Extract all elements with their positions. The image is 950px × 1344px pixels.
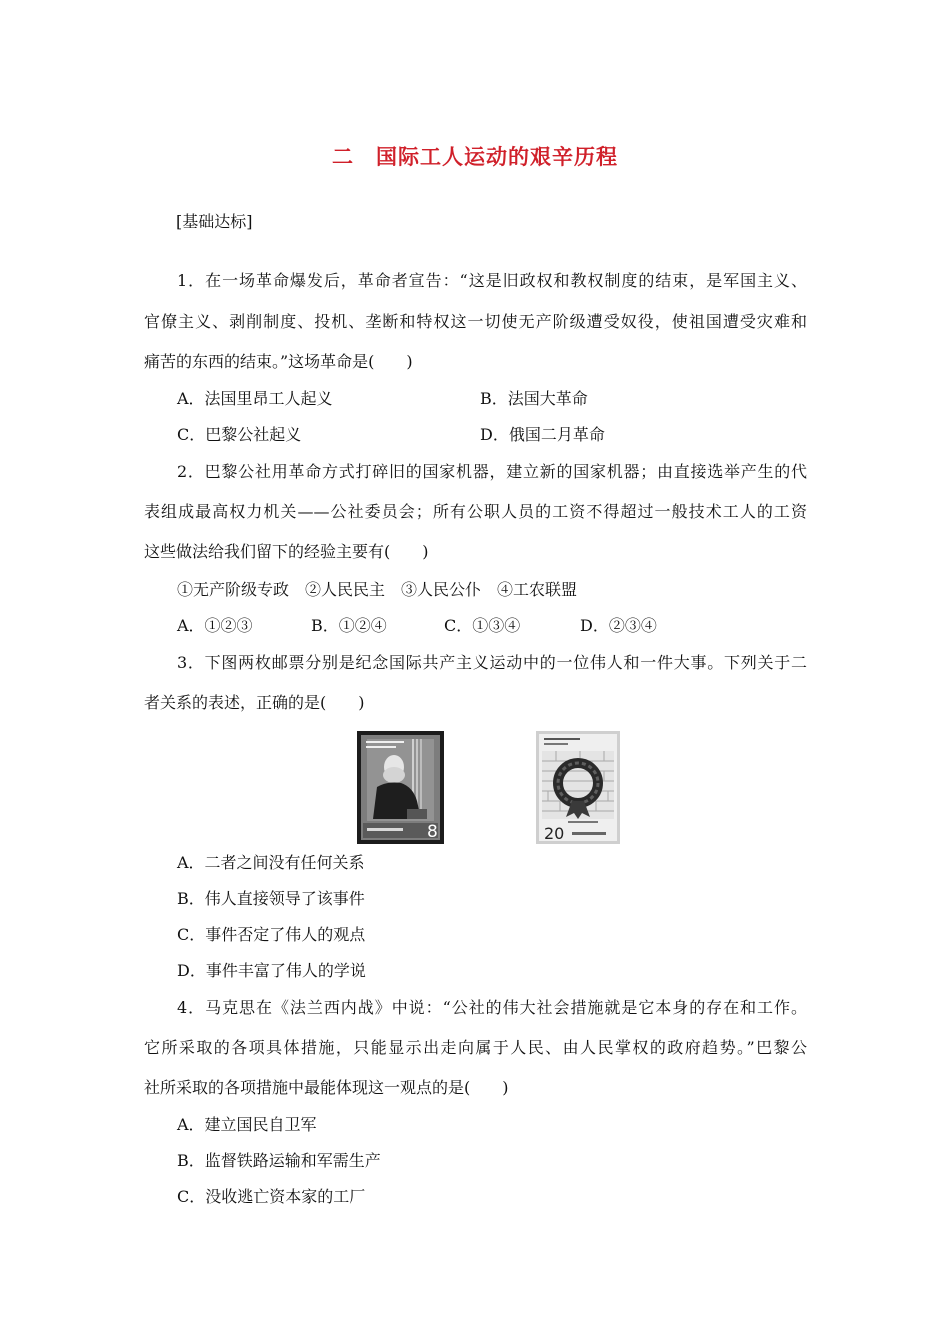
q4-option-a[interactable]: A．建立国民自卫军 (177, 1115, 317, 1134)
q2-option-c[interactable]: C．①③④ (444, 616, 521, 635)
q2-line-3: 这些做法给我们留下的经验主要有( ) (144, 542, 429, 561)
q4-option-b[interactable]: B．监督铁路运输和军需生产 (177, 1151, 381, 1170)
stamp1-value-text: 8 (427, 822, 438, 842)
q4-line-1: 4．马克思在《法兰西内战》中说：“公社的伟大社会措施就是它本身的存在和工作。 (177, 998, 807, 1017)
q2-items: ①无产阶级专政 ②人民民主 ③人民公仆 ④工农联盟 (177, 580, 578, 599)
wreath-stamp-image (536, 731, 620, 844)
q3-option-c[interactable]: C．事件否定了伟人的观点 (177, 925, 366, 944)
q3-option-d[interactable]: D．事件丰富了伟人的学说 (177, 961, 366, 980)
section-label: [基础达标] (176, 212, 253, 231)
title-text: 国际工人运动的艰辛历程 (376, 145, 618, 169)
q3-line-2: 者关系的表述，正确的是( ) (144, 693, 365, 712)
q1-line-3: 痛苦的东西的结束。”这场革命是( ) (144, 352, 413, 371)
q1-option-c[interactable]: C．巴黎公社起义 (177, 425, 302, 444)
q1-option-b[interactable]: B．法国大革命 (480, 389, 588, 408)
q2-line-1: 2．巴黎公社用革命方式打碎旧的国家机器，建立新的国家机器；由直接选举产生的代 (177, 462, 807, 481)
q3-line-1: 3．下图两枚邮票分别是纪念国际共产主义运动中的一位伟人和一件大事。下列关于二 (177, 653, 807, 672)
title-number: 二 (332, 145, 354, 169)
q2-line-2: 表组成最高权力机关——公社委员会；所有公职人员的工资不得超过一般技术工人的工资 (144, 502, 807, 521)
q4-option-c[interactable]: C．没收逃亡资本家的工厂 (177, 1187, 366, 1206)
q3-option-a[interactable]: A．二者之间没有任何关系 (177, 853, 365, 872)
q2-option-b[interactable]: B．①②④ (311, 616, 387, 635)
q1-option-d[interactable]: D．俄国二月革命 (480, 425, 605, 444)
stamp2-value-text: 20 (544, 824, 565, 843)
q1-line-1: 1．在一场革命爆发后，革命者宣告：“这是旧政权和教权制度的结束，是军国主义、 (177, 271, 807, 290)
portrait-stamp-image (357, 731, 444, 844)
page-title (0, 141, 950, 171)
q2-option-d[interactable]: D．②③④ (580, 616, 657, 635)
q1-line-2: 官僚主义、剥削制度、投机、垄断和特权这一切使无产阶级遭受奴役，使祖国遭受灾难和 (144, 312, 807, 331)
q2-option-a[interactable]: A．①②③ (177, 616, 253, 635)
q3-option-b[interactable]: B．伟人直接领导了该事件 (177, 889, 365, 908)
q1-option-a[interactable]: A．法国里昂工人起义 (177, 389, 333, 408)
q4-line-3: 社所采取的各项措施中最能体现这一观点的是( ) (144, 1078, 509, 1097)
q4-line-2: 它所采取的各项具体措施，只能显示出走向属于人民、由人民掌权的政府趋势。”巴黎公 (144, 1038, 807, 1057)
